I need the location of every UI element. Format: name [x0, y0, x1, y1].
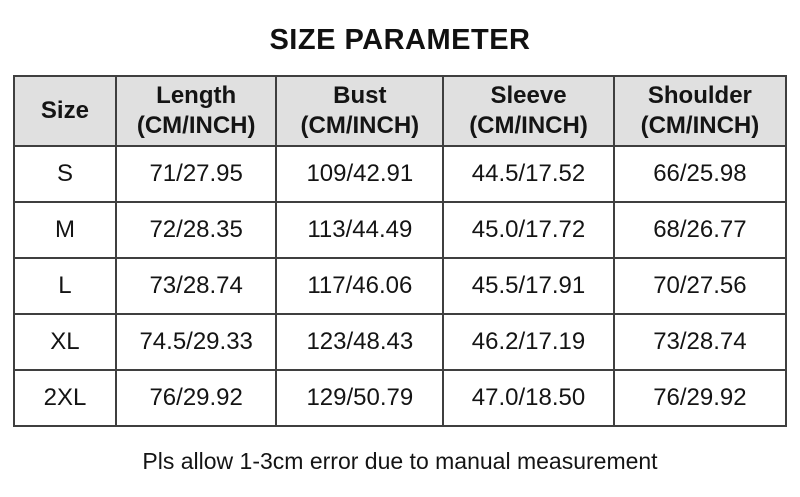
- header-unit: (CM/INCH): [136, 112, 256, 139]
- table-row-m: [14, 202, 786, 258]
- cell-size: M: [14, 202, 116, 258]
- cell-shoulder: 76/29.92: [614, 370, 786, 426]
- table-row-xl: [14, 314, 786, 370]
- cell-length: 71/27.95: [116, 146, 277, 202]
- header-label: Shoulder: [647, 82, 752, 109]
- header-label: Size: [40, 97, 89, 124]
- cell-bust: 109/42.91: [276, 146, 443, 202]
- cell-shoulder: 66/25.98: [614, 146, 786, 202]
- header-cell-sleeve: [443, 76, 614, 146]
- cell-length: 73/28.74: [116, 258, 277, 314]
- measurement-disclaimer: Pls allow 1-3cm error due to manual measurement: [142, 448, 658, 474]
- header-cell-shoulder: [614, 76, 786, 146]
- cell-length: 72/28.35: [116, 202, 277, 258]
- cell-sleeve: 46.2/17.19: [443, 314, 614, 370]
- cell-sleeve: 45.5/17.91: [443, 258, 614, 314]
- cell-sleeve: 45.0/17.72: [443, 202, 614, 258]
- size-table-body: [14, 146, 786, 426]
- header-cell-size: [14, 76, 116, 146]
- table-row-2xl: [14, 370, 786, 426]
- cell-size: S: [14, 146, 116, 202]
- cell-size: 2XL: [14, 370, 116, 426]
- size-table-header: [14, 76, 786, 146]
- header-cell-bust: [276, 76, 443, 146]
- cell-shoulder: 70/27.56: [614, 258, 786, 314]
- cell-length: 76/29.92: [116, 370, 277, 426]
- table-row-l: [14, 258, 786, 314]
- size-table: [13, 75, 787, 427]
- header-unit: (CM/INCH): [469, 112, 588, 139]
- header-label: Bust: [333, 82, 387, 109]
- cell-bust: 129/50.79: [276, 370, 443, 426]
- cell-bust: 123/48.43: [276, 314, 443, 370]
- header-cell-length: [116, 76, 277, 146]
- table-row-s: [14, 146, 786, 202]
- header-label: Length: [156, 82, 237, 109]
- cell-sleeve: 44.5/17.52: [443, 146, 614, 202]
- header-unit: (CM/INCH): [640, 112, 760, 139]
- cell-sleeve: 47.0/18.50: [443, 370, 614, 426]
- page-title: SIZE PARAMETER: [269, 24, 531, 56]
- header-label: Sleeve: [490, 82, 567, 109]
- cell-bust: 113/44.49: [276, 202, 443, 258]
- header-row: [14, 76, 786, 146]
- header-unit: (CM/INCH): [300, 112, 420, 139]
- cell-size: XL: [14, 314, 116, 370]
- cell-bust: 117/46.06: [276, 258, 443, 314]
- cell-length: 74.5/29.33: [116, 314, 277, 370]
- cell-shoulder: 68/26.77: [614, 202, 786, 258]
- cell-shoulder: 73/28.74: [614, 314, 786, 370]
- cell-size: L: [14, 258, 116, 314]
